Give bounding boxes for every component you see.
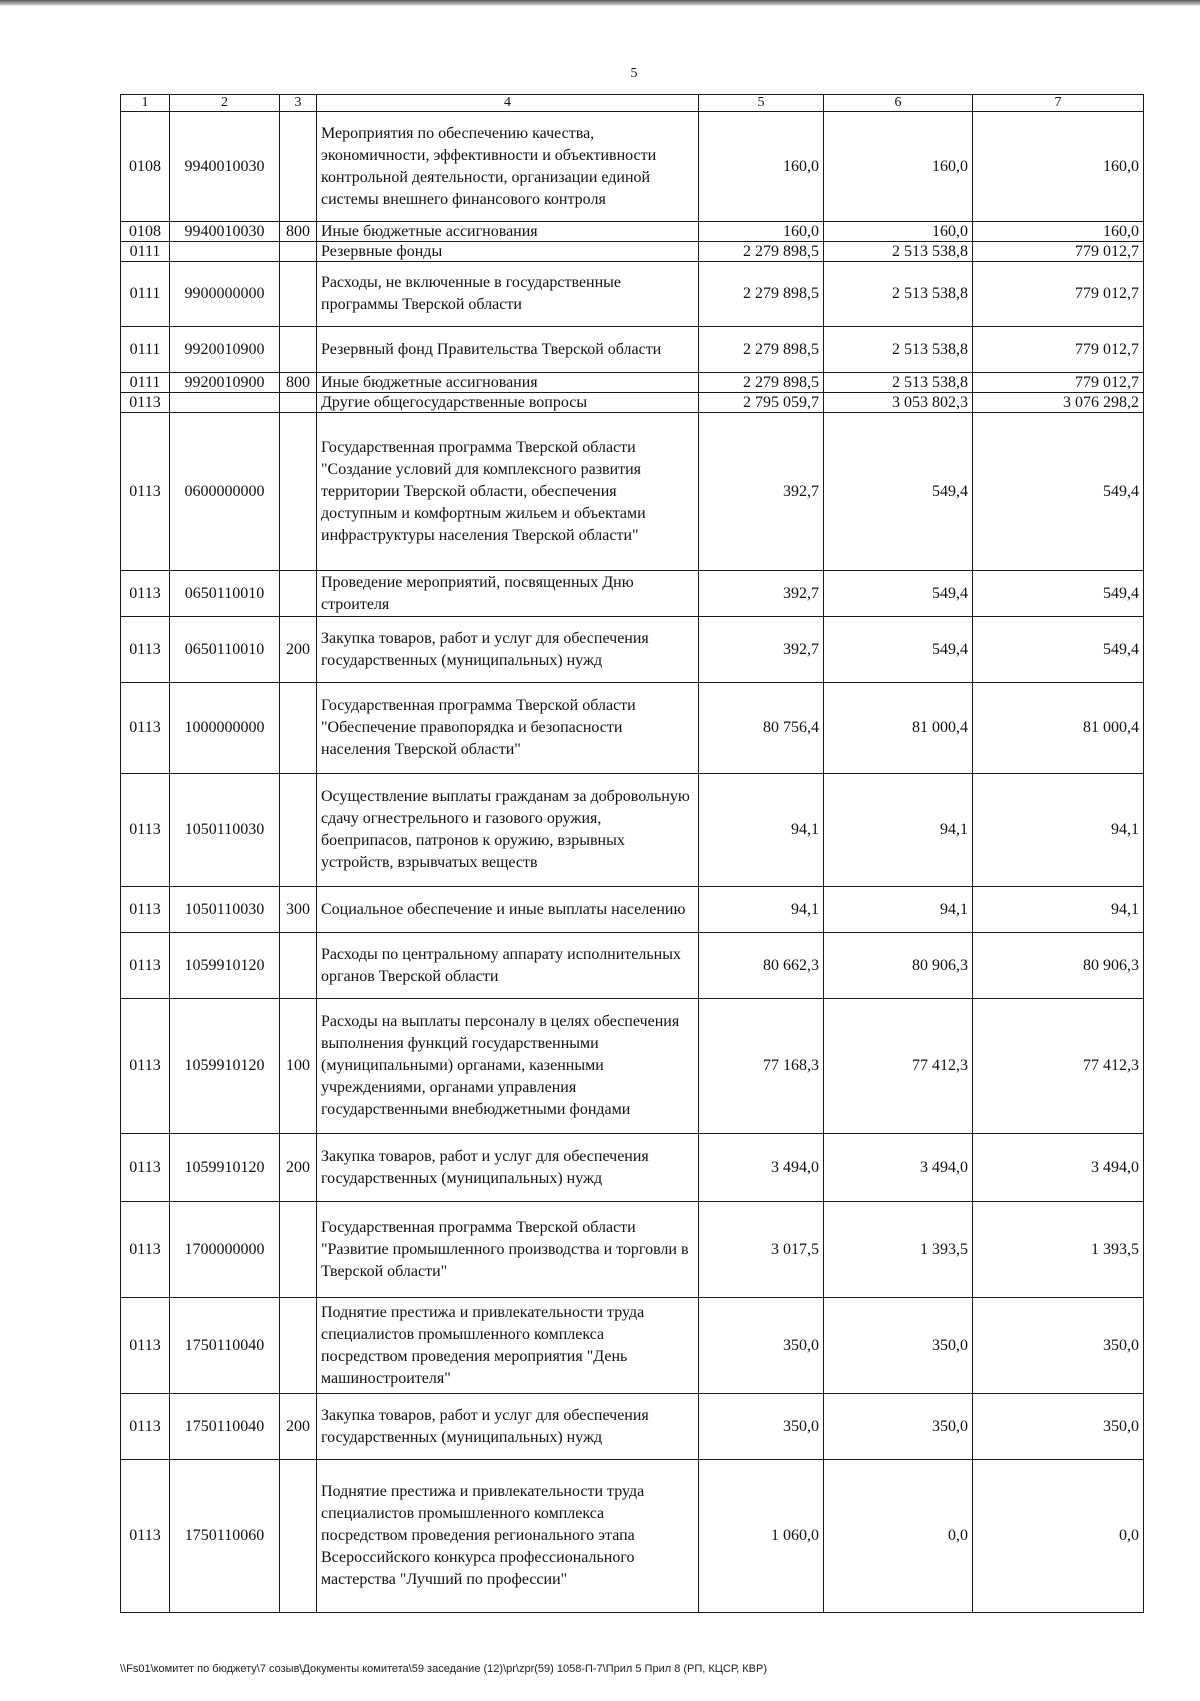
section-code: 0113 [121,1202,170,1298]
amount-col5: 94,1 [699,774,824,887]
amount-col7: 94,1 [973,774,1144,887]
amount-col7: 350,0 [973,1394,1144,1460]
expense-type-code [280,112,317,222]
section-code: 0113 [121,1394,170,1460]
expense-name: Поднятие престижа и привлекательности труда специалистов промышленного комплекса посредством проведения регионального этапа Всероссийского конкурса профессионального мастерства "Лучший по профессии" [317,1460,699,1613]
amount-col7: 3 076 298,2 [973,393,1144,413]
table-row [121,413,1144,571]
amount-col5: 160,0 [699,112,824,222]
amount-col6: 549,4 [824,617,973,683]
expense-type-code [280,774,317,887]
amount-col7: 94,1 [973,887,1144,933]
amount-col5: 80 756,4 [699,683,824,774]
amount-col7: 779 012,7 [973,262,1144,327]
expense-name: Иные бюджетные ассигнования [317,222,699,242]
column-header: 1 [121,95,170,112]
amount-col6: 350,0 [824,1298,973,1394]
expense-type-code [280,242,317,262]
section-code: 0108 [121,222,170,242]
amount-col6: 94,1 [824,887,973,933]
amount-col5: 160,0 [699,222,824,242]
amount-col5: 350,0 [699,1298,824,1394]
page-number: 5 [630,66,638,81]
amount-col6: 3 494,0 [824,1134,973,1202]
section-code: 0113 [121,1298,170,1394]
section-code: 0113 [121,933,170,999]
amount-col6: 2 513 538,8 [824,262,973,327]
section-code: 0113 [121,1460,170,1613]
column-header: 7 [973,95,1144,112]
target-article-code: 1059910120 [170,933,280,999]
footer-file-path: \\Fs01\комитет по бюджету\7 созыв\Документы комитета\59 заседание (12)\pr\zpr(59) 1058-П-7\Прил 5 Прил 8 (РП, КЦСР, КВР) [120,1663,767,1675]
amount-col5: 80 662,3 [699,933,824,999]
expense-name: Иные бюджетные ассигнования [317,373,699,393]
table-row [121,1460,1144,1613]
expense-type-code: 800 [280,222,317,242]
section-code: 0108 [121,112,170,222]
target-article-code: 9940010030 [170,112,280,222]
table-row [121,617,1144,683]
amount-col5: 1 060,0 [699,1460,824,1613]
table-row [121,242,1144,262]
amount-col6: 3 053 802,3 [824,393,973,413]
table-row [121,887,1144,933]
amount-col5: 2 279 898,5 [699,373,824,393]
expense-name: Государственная программа Тверской области "Создание условий для комплексного развития территории Тверской области, обеспечения доступным и комфортным жильем и объектами инфраструктуры населения Тверской области" [317,413,699,571]
amount-col6: 2 513 538,8 [824,373,973,393]
section-code: 0111 [121,373,170,393]
expense-type-code: 100 [280,999,317,1134]
amount-col7: 350,0 [973,1298,1144,1394]
expense-type-code: 200 [280,1134,317,1202]
amount-col7: 779 012,7 [973,373,1144,393]
amount-col6: 160,0 [824,222,973,242]
scan-top-edge [0,0,1200,6]
amount-col5: 3 017,5 [699,1202,824,1298]
column-header: 4 [317,95,699,112]
amount-col6: 1 393,5 [824,1202,973,1298]
expense-type-code: 200 [280,617,317,683]
amount-col7: 779 012,7 [973,327,1144,373]
amount-col6: 80 906,3 [824,933,973,999]
table-row [121,327,1144,373]
target-article-code: 0600000000 [170,413,280,571]
amount-col7: 0,0 [973,1460,1144,1613]
expense-type-code [280,1298,317,1394]
amount-col5: 392,7 [699,413,824,571]
budget-table [120,94,1144,1613]
section-code: 0113 [121,1134,170,1202]
amount-col6: 549,4 [824,413,973,571]
expense-type-code: 200 [280,1394,317,1460]
section-code: 0113 [121,571,170,617]
target-article-code: 1700000000 [170,1202,280,1298]
expense-type-code: 300 [280,887,317,933]
expense-name: Резервный фонд Правительства Тверской области [317,327,699,373]
section-code: 0113 [121,413,170,571]
amount-col6: 81 000,4 [824,683,973,774]
expense-name: Закупка товаров, работ и услуг для обеспечения государственных (муниципальных) нужд [317,617,699,683]
expense-name: Поднятие престижа и привлекательности труда специалистов промышленного комплекса посредством проведения мероприятия "День машиностроителя" [317,1298,699,1394]
expense-type-code [280,933,317,999]
section-code: 0113 [121,393,170,413]
amount-col5: 350,0 [699,1394,824,1460]
table-row [121,683,1144,774]
column-header: 3 [280,95,317,112]
expense-name: Резервные фонды [317,242,699,262]
table-row [121,373,1144,393]
target-article-code: 9920010900 [170,327,280,373]
expense-name: Закупка товаров, работ и услуг для обеспечения государственных (муниципальных) нужд [317,1134,699,1202]
amount-col5: 2 279 898,5 [699,242,824,262]
amount-col6: 350,0 [824,1394,973,1460]
section-code: 0113 [121,774,170,887]
expense-name: Мероприятия по обеспечению качества, экономичности, эффективности и объективности контрольной деятельности, организации единой системы внешнего финансового контроля [317,112,699,222]
amount-col6: 0,0 [824,1460,973,1613]
section-code: 0111 [121,262,170,327]
amount-col6: 77 412,3 [824,999,973,1134]
target-article-code: 9940010030 [170,222,280,242]
target-article-code: 1050110030 [170,774,280,887]
column-header: 6 [824,95,973,112]
table-row [121,933,1144,999]
amount-col5: 77 168,3 [699,999,824,1134]
table-row [121,1202,1144,1298]
expense-type-code: 800 [280,373,317,393]
target-article-code: 9900000000 [170,262,280,327]
expense-type-code [280,571,317,617]
column-header-row [121,95,1144,112]
section-code: 0113 [121,683,170,774]
table-row [121,1134,1144,1202]
expense-type-code [280,262,317,327]
target-article-code: 1059910120 [170,1134,280,1202]
column-header: 5 [699,95,824,112]
amount-col5: 2 795 059,7 [699,393,824,413]
expense-name: Социальное обеспечение и иные выплаты населению [317,887,699,933]
amount-col5: 392,7 [699,571,824,617]
expense-name: Государственная программа Тверской области "Обеспечение правопорядка и безопасности населения Тверской области" [317,683,699,774]
expense-name: Расходы на выплаты персоналу в целях обеспечения выполнения функций государственными (муниципальными) органами, казенными учреждениями, органами управления государственными внебюджетными фондами [317,999,699,1134]
expense-name: Закупка товаров, работ и услуг для обеспечения государственных (муниципальных) нужд [317,1394,699,1460]
amount-col6: 160,0 [824,112,973,222]
amount-col5: 94,1 [699,887,824,933]
target-article-code: 1750110040 [170,1298,280,1394]
expense-name: Государственная программа Тверской области "Развитие промышленного производства и торговли в Тверской области" [317,1202,699,1298]
expense-name: Расходы, не включенные в государственные программы Тверской области [317,262,699,327]
amount-col6: 2 513 538,8 [824,327,973,373]
expense-type-code [280,683,317,774]
amount-col5: 3 494,0 [699,1134,824,1202]
amount-col7: 549,4 [973,413,1144,571]
amount-col7: 549,4 [973,617,1144,683]
expense-name: Проведение мероприятий, посвященных Дню строителя [317,571,699,617]
amount-col5: 392,7 [699,617,824,683]
amount-col7: 160,0 [973,112,1144,222]
expense-type-code [280,1460,317,1613]
amount-col7: 779 012,7 [973,242,1144,262]
expense-type-code [280,393,317,413]
table-row [121,393,1144,413]
table-row [121,999,1144,1134]
column-header: 2 [170,95,280,112]
table-row [121,222,1144,242]
expense-type-code [280,327,317,373]
amount-col6: 94,1 [824,774,973,887]
amount-col7: 3 494,0 [973,1134,1144,1202]
target-article-code: 1000000000 [170,683,280,774]
table-row [121,1394,1144,1460]
section-code: 0113 [121,887,170,933]
amount-col5: 2 279 898,5 [699,327,824,373]
amount-col7: 549,4 [973,571,1144,617]
target-article-code: 0650110010 [170,571,280,617]
expense-type-code [280,413,317,571]
target-article-code: 1050110030 [170,887,280,933]
amount-col7: 81 000,4 [973,683,1144,774]
target-article-code [170,242,280,262]
amount-col7: 160,0 [973,222,1144,242]
target-article-code: 1059910120 [170,999,280,1134]
section-code: 0111 [121,242,170,262]
target-article-code [170,393,280,413]
amount-col7: 77 412,3 [973,999,1144,1134]
target-article-code: 0650110010 [170,617,280,683]
expense-name: Расходы по центральному аппарату исполнительных органов Тверской области [317,933,699,999]
amount-col6: 549,4 [824,571,973,617]
target-article-code: 1750110060 [170,1460,280,1613]
amount-col7: 1 393,5 [973,1202,1144,1298]
amount-col7: 80 906,3 [973,933,1144,999]
table-row [121,262,1144,327]
expense-name: Другие общегосударственные вопросы [317,393,699,413]
section-code: 0113 [121,999,170,1134]
table-row [121,112,1144,222]
expense-name: Осуществление выплаты гражданам за добровольную сдачу огнестрельного и газового оружия, боеприпасов, патронов к оружию, взрывных устройств, взрывчатых веществ [317,774,699,887]
target-article-code: 1750110040 [170,1394,280,1460]
expense-type-code [280,1202,317,1298]
table-row [121,1298,1144,1394]
amount-col6: 2 513 538,8 [824,242,973,262]
table-row [121,571,1144,617]
amount-col5: 2 279 898,5 [699,262,824,327]
section-code: 0111 [121,327,170,373]
table-row [121,774,1144,887]
target-article-code: 9920010900 [170,373,280,393]
section-code: 0113 [121,617,170,683]
